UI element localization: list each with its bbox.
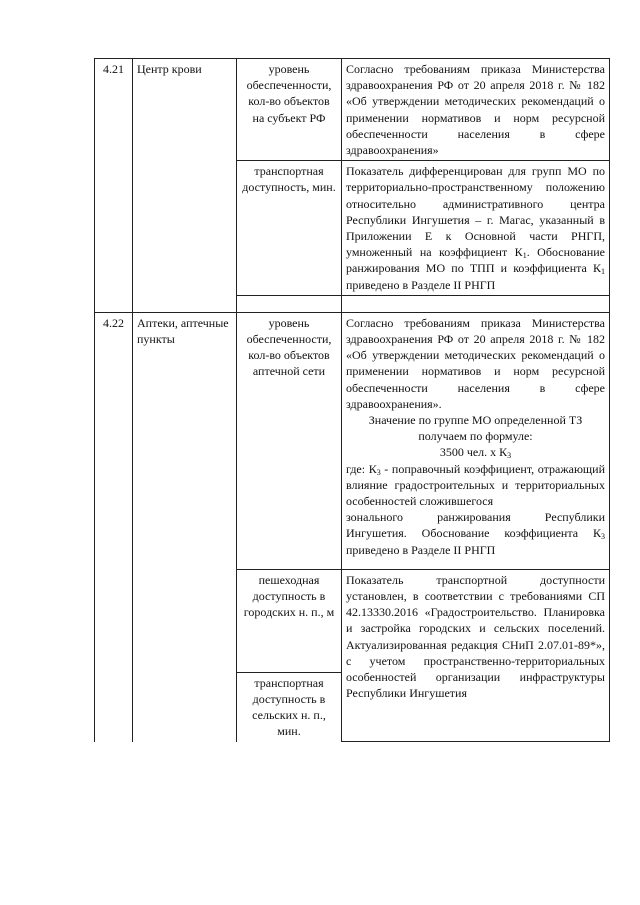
indicator-cell: уровень обеспеченности, кол-во объектов на субъект РФ bbox=[237, 59, 342, 161]
row-number: 4.22 bbox=[95, 312, 133, 741]
description-cell: Показатель транспортной доступности установлен, в соответствии с требованиями СП 42.13330.2016 «Градостроительство. Планировка и застройка городских и сельских поселений. Актуализированная редакция СНиП 2.07.01-89*», с учетом пространственно-территориальных особенностей организации инфраструктуры Республики Ингушетия bbox=[342, 569, 610, 741]
indicator-cell: транспортная доступность, мин. bbox=[237, 161, 342, 296]
indicator-cell: транспортная доступность в сельских н. п., мин. bbox=[237, 672, 342, 741]
table-row bbox=[95, 312, 610, 569]
table-row bbox=[95, 59, 610, 161]
norms-table bbox=[94, 58, 610, 742]
indicator-cell: пешеходная доступность в городских н. п., м bbox=[237, 569, 342, 672]
description-cell: Согласно требованиям приказа Министерства здравоохранения РФ от 20 апреля 2018 г. № 182 «Об утверждении методических рекомендаций о применении нормативов и норм ресурсной обеспеченности населения в сфере здравоохранения». Значение по группе МО определенной ТЗ получаем по формуле: 3500 чел. х $К_3$ где: $К_3$ - поправочный коэффициент, отражающий влияние градостроительных и территориальных особенностей сложившегося зонального ранжирования Республики Ингушетия. Обоснование коэффициента $К_3$ приведено в Разделе II РНГП bbox=[342, 312, 610, 569]
object-name: Центр крови bbox=[133, 59, 237, 313]
description-cell: Показатель дифференцирован для групп МО по территориально-пространственному положению относительно административного центра Республики Ингушетия – г. Магас, указанный в Приложении Е к Основной части РНГП, умноженный на коэффициент $К_1$. Обоснование ранжирования МО по ТПП и коэффициента $К_1$ приведено в Разделе II РНГП bbox=[342, 161, 610, 296]
row-number: 4.21 bbox=[95, 59, 133, 313]
object-name: Аптеки, аптечные пункты bbox=[133, 312, 237, 741]
indicator-cell: уровень обеспеченности, кол-во объектов аптечной сети bbox=[237, 312, 342, 569]
description-cell: Согласно требованиям приказа Министерства здравоохранения РФ от 20 апреля 2018 г. № 182 «Об утверждении методических рекомендаций о применении нормативов и норм ресурсной обеспеченности населения в сфере здравоохранения» bbox=[342, 59, 610, 161]
